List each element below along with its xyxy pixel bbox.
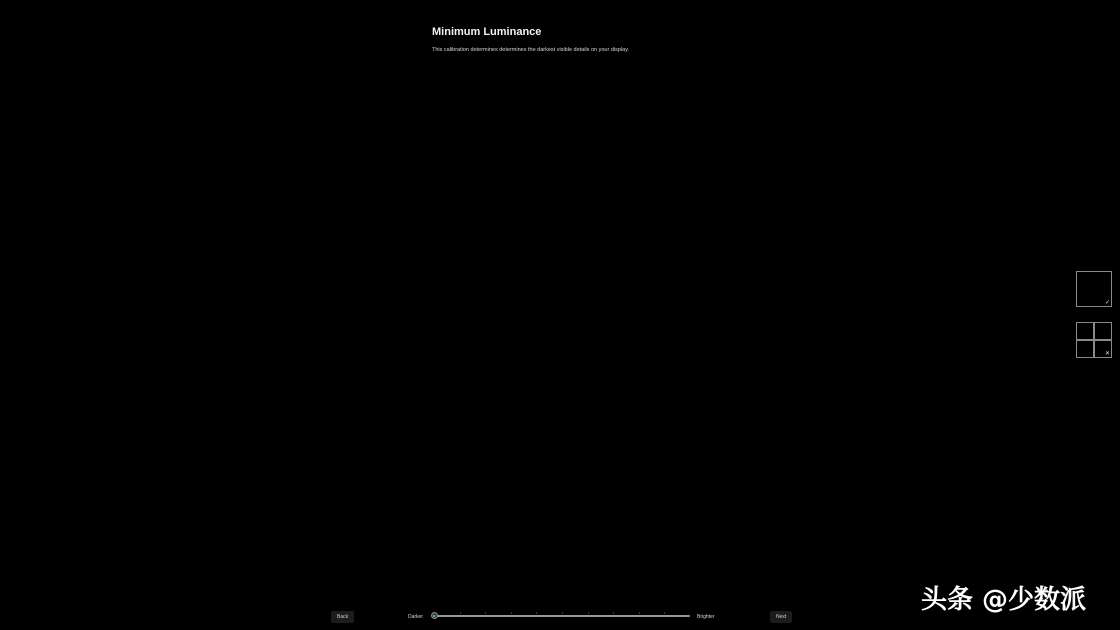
checkmark-icon: ✓ bbox=[1104, 300, 1110, 306]
watermark-text: 头条 @少数派 bbox=[921, 585, 1087, 615]
slider-tick bbox=[536, 612, 537, 614]
next-button[interactable]: Next bbox=[770, 611, 792, 623]
slider-tick bbox=[639, 612, 640, 614]
back-button[interactable]: Back bbox=[331, 611, 354, 623]
slider-min-label: Darker bbox=[408, 614, 424, 620]
slider-tick bbox=[664, 612, 665, 614]
grid-divider-horizontal bbox=[1077, 339, 1111, 341]
slider-tick bbox=[588, 612, 589, 614]
slider-max-label: Brighter bbox=[697, 614, 715, 620]
page-description: This calibration determines determines the darkest visible details on your display. bbox=[432, 47, 630, 53]
reference-image-not-visible bbox=[1076, 322, 1112, 358]
slider-tick bbox=[460, 612, 461, 614]
slider-tick bbox=[562, 612, 563, 614]
slider-tick bbox=[485, 612, 486, 614]
slider-tick bbox=[613, 612, 614, 614]
luminance-slider-thumb[interactable] bbox=[431, 612, 438, 619]
slider-tick bbox=[511, 612, 512, 614]
cross-icon: ✕ bbox=[1104, 351, 1110, 357]
reference-image-visible bbox=[1076, 271, 1112, 307]
page-title: Minimum Luminance bbox=[432, 26, 542, 38]
luminance-slider-track[interactable] bbox=[434, 615, 690, 617]
